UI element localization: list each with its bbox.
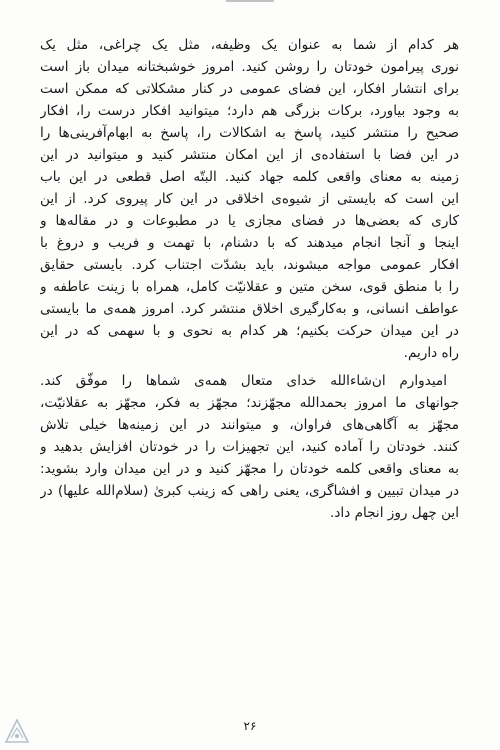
paragraph-line: اینجا و آنجا انجام میدهند که با دشنام، با تهمت و فریب و دروغ با — [40, 235, 459, 251]
paragraph-1 — [40, 34, 459, 364]
paragraph-line: هر کدام از شما به عنوان یک وظیفه، مثل یک چراغی، مثل یک — [40, 37, 459, 53]
paragraph-line: در این فضا با استفاده‌ی از این امکان منتشر کنید و میتوانید در این — [40, 147, 459, 163]
paragraph-line: را با منطق قوی، سخن متین و عقلانیّت کامل، همراه با زینت عاطفه و — [40, 279, 459, 295]
library-seal-icon — [2, 716, 32, 746]
paragraph-2 — [40, 370, 459, 524]
paragraph-line: امیدوارم ان‌شاءالله خدای متعال همه‌ی شماها را موفّق کند. — [40, 373, 447, 389]
header-mark — [226, 0, 274, 7]
paragraph-line: عواطف انسانی، و به‌کارگیری اخلاق منتشر کرد. امروز همه‌ی ما بایستی — [40, 301, 459, 317]
paragraph-line: کنند. خودتان را آماده کنید، این تجهیزات را در خودتان افزایش بدهید و — [40, 439, 459, 455]
paragraph-line: صحیح را منتشر کنید، پاسخ به اشکالات را، پاسخ به ابهام‌آفرینی‌ها را — [40, 125, 459, 141]
page-body — [40, 34, 459, 524]
paragraph-line: نوری پیرامون خودتان را روشن کنید. امروز خوشبختانه میدان باز است — [40, 59, 459, 75]
paragraph-line: راه داریم. — [403, 345, 459, 361]
paragraph-line: جوانهای ما امروز بحمدالله مجهّزند؛ مجهّز به فکر، مجهّز به عقلانیّت، — [40, 395, 459, 411]
paragraph-line: به وجود بیاورد، برکات بزرگی هم دارد؛ میتوانید افکار درست را، افکار — [40, 103, 459, 119]
paragraph-line: این چهل روز انجام داد. — [330, 505, 459, 521]
paragraph-line: مجهّز به آگاهی‌های فراوان، و میتوانند در این زمینه‌ها خیلی تلاش — [40, 417, 459, 433]
paragraph-line: برای انتشار افکار، این فضای عمومی در کنار مشکلاتی که ممکن است — [40, 81, 459, 97]
page-number: ۲۶ — [243, 719, 257, 733]
paragraph-line: کاری که بعضی‌ها در فضای مجازی یا در مطبوعات و در مقاله‌ها و — [40, 213, 459, 229]
paragraph-line: زمینه به معنای واقعی کلمه جهاد کنید. البتّه اصل قطعی در این باب — [40, 169, 459, 185]
paragraph-line: افکار عمومی مواجه میشوند، باید بشدّت اجتناب کرد. بایستی حقایق — [40, 257, 459, 273]
paragraph-line: به معنای واقعی کلمه خودتان را مجهّز کنید و در این میدان وارد بشوید: — [40, 461, 459, 477]
paragraph-line: در میدان تبیین و افشاگری، یعنی راهی که زینب کبریٰ (سلام‌الله علیها) در — [40, 483, 459, 499]
paragraph-line: این است که بایستی از شیوه‌ی اخلاقی در این کار پیروی کرد. از این — [40, 191, 459, 207]
paragraph-line: در این میدان حرکت بکنیم؛ هر کدام به نحوی و با سهمی که در این — [40, 323, 459, 339]
